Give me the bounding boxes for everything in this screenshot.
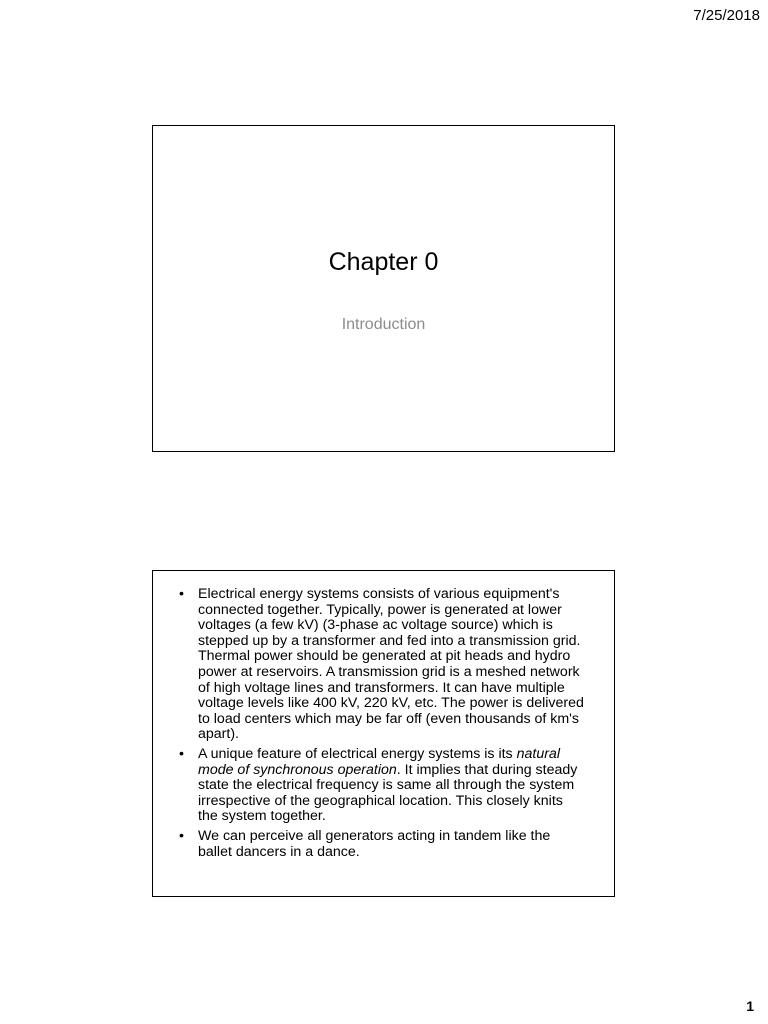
slide-1-title-slide: [152, 125, 615, 452]
bullet-item-1: [179, 587, 586, 743]
bullet-text-before: A unique feature of electrical energy systems is its: [198, 745, 517, 762]
slide-2-content-slide: [152, 570, 615, 897]
bullet-list: [179, 587, 586, 864]
slide-title: Chapter 0: [328, 248, 439, 276]
bullet-item-3: [179, 829, 586, 860]
bullet-icon: •: [179, 745, 184, 762]
bullet-text: Electrical energy systems consists of various equipment's connected together. Typically, power is generated at lower voltages (a few kV) (3-phase ac voltage source) which is stepped up by a transformer and fed into a transmission grid. Thermal power should be generated at pit heads and hydro power at reservoirs. A transmission grid is a meshed network of high voltage lines and transformers. It can have multiple voltage levels like 400 kV, 220 kV, etc. The power is delivered to load centers which may be far off (even thousands of km's apart).: [198, 586, 584, 743]
print-date: 7/25/2018: [693, 7, 760, 24]
bullet-icon: •: [179, 586, 184, 602]
slide-subtitle: Introduction: [341, 316, 426, 333]
bullet-text: We can perceive all generators acting in tandem like the ballet dancers in a dance.: [198, 827, 551, 860]
bullet-icon: •: [179, 827, 184, 844]
bullet-item-2: [179, 747, 586, 825]
bullet-text-italic: natural mode of synchronous operation: [198, 745, 560, 778]
bullet-text-after: . It implies that during steady state the electrical frequency is same all through the system irrespective of the geographical location. This closely knits the system together.: [198, 761, 578, 825]
page-number: 1: [746, 998, 754, 1014]
